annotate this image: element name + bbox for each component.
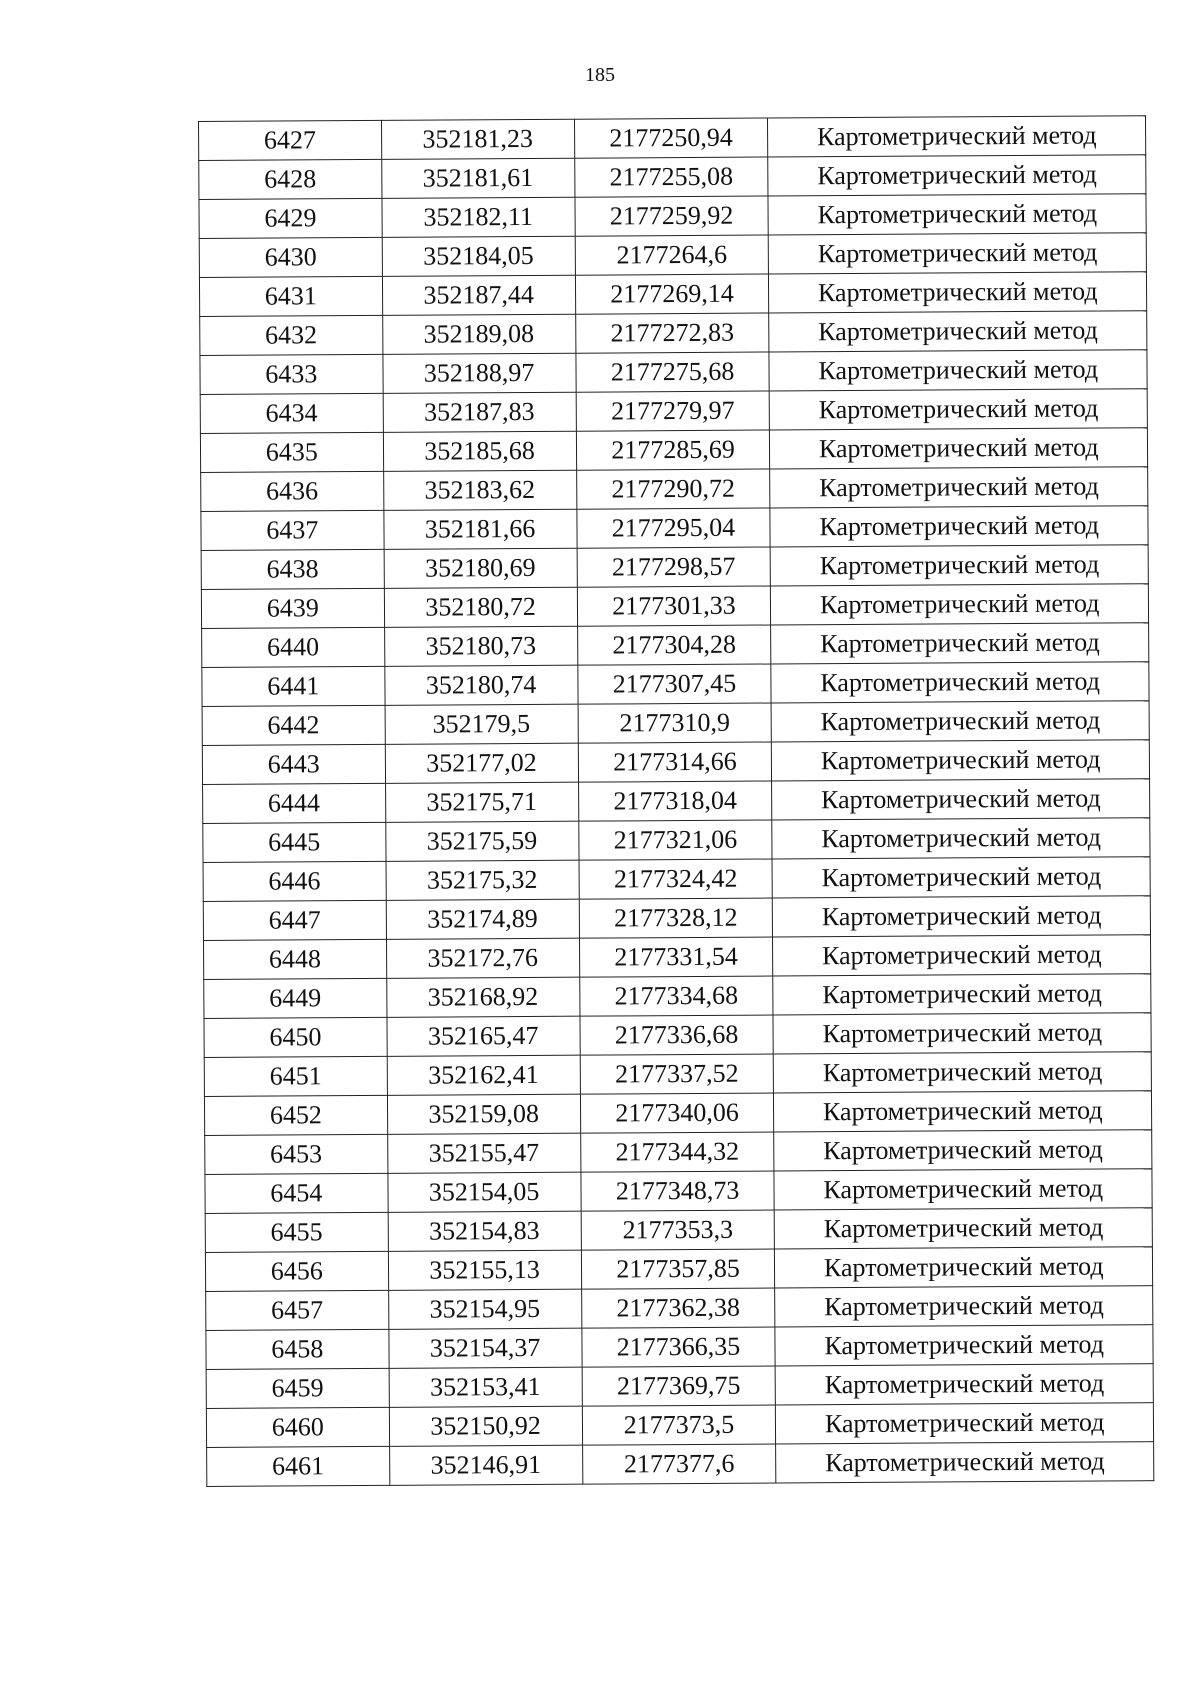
table-row — [201, 584, 1148, 629]
method-cell: Картометрический метод — [770, 467, 1148, 508]
y-coordinate-cell: 2177321,06 — [578, 820, 772, 860]
method-cell: Картометрический метод — [775, 1247, 1153, 1288]
y-coordinate-cell: 2177357,85 — [581, 1249, 775, 1289]
y-coordinate-cell: 2177279,97 — [576, 391, 770, 431]
x-coordinate-cell: 352184,05 — [382, 236, 575, 276]
point-number-cell: 6451 — [204, 1056, 387, 1096]
x-coordinate-cell: 352181,66 — [384, 509, 577, 549]
method-cell: Картометрический метод — [775, 1208, 1153, 1249]
method-cell: Картометрический метод — [775, 1325, 1153, 1366]
x-coordinate-cell: 352165,47 — [387, 1016, 580, 1056]
x-coordinate-cell: 352189,08 — [382, 314, 575, 354]
point-number-cell: 6439 — [201, 588, 384, 628]
y-coordinate-cell: 2177369,75 — [582, 1366, 776, 1406]
point-number-cell: 6454 — [205, 1173, 388, 1213]
y-coordinate-cell: 2177353,3 — [581, 1210, 775, 1250]
y-coordinate-cell: 2177269,14 — [575, 274, 769, 314]
point-number-cell: 6437 — [201, 510, 384, 550]
coordinates-table-body — [199, 116, 1154, 1487]
y-coordinate-cell: 2177285,69 — [576, 430, 770, 470]
table-row — [206, 1325, 1153, 1370]
table-row — [199, 155, 1146, 200]
y-coordinate-cell: 2177290,72 — [576, 469, 770, 509]
method-cell: Картометрический метод — [768, 155, 1146, 196]
y-coordinate-cell: 2177275,68 — [575, 352, 769, 392]
y-coordinate-cell: 2177373,5 — [582, 1405, 776, 1445]
point-number-cell: 6443 — [202, 744, 385, 784]
page-number: 185 — [585, 64, 615, 86]
y-coordinate-cell: 2177264,6 — [575, 235, 769, 275]
x-coordinate-cell: 352153,41 — [389, 1367, 582, 1407]
table-row — [204, 974, 1151, 1019]
table-row — [199, 272, 1146, 317]
x-coordinate-cell: 352155,13 — [388, 1250, 581, 1290]
point-number-cell: 6429 — [199, 198, 382, 238]
point-number-cell: 6432 — [200, 315, 383, 355]
method-cell: Картометрический метод — [776, 1403, 1154, 1444]
y-coordinate-cell: 2177344,32 — [580, 1132, 774, 1172]
point-number-cell: 6445 — [203, 822, 386, 862]
point-number-cell: 6460 — [206, 1407, 389, 1447]
point-number-cell: 6458 — [206, 1329, 389, 1369]
point-number-cell: 6431 — [199, 276, 382, 316]
x-coordinate-cell: 352159,08 — [387, 1094, 580, 1134]
table-row — [203, 818, 1150, 863]
point-number-cell: 6433 — [200, 354, 383, 394]
y-coordinate-cell: 2177314,66 — [578, 742, 772, 782]
x-coordinate-cell: 352188,97 — [383, 353, 576, 393]
table-row — [204, 1013, 1151, 1058]
x-coordinate-cell: 352185,68 — [383, 431, 576, 471]
point-number-cell: 6456 — [205, 1251, 388, 1291]
table-row — [202, 740, 1149, 785]
x-coordinate-cell: 352179,5 — [385, 704, 578, 744]
x-coordinate-cell: 352154,95 — [388, 1289, 581, 1329]
y-coordinate-cell: 2177301,33 — [577, 586, 771, 626]
y-coordinate-cell: 2177298,57 — [577, 547, 771, 587]
point-number-cell: 6428 — [199, 159, 382, 199]
x-coordinate-cell: 352187,44 — [382, 275, 575, 315]
method-cell: Картометрический метод — [771, 662, 1149, 703]
method-cell: Картометрический метод — [771, 545, 1149, 586]
method-cell: Картометрический метод — [774, 1130, 1152, 1171]
method-cell: Картометрический метод — [774, 1169, 1152, 1210]
point-number-cell: 6446 — [203, 861, 386, 901]
point-number-cell: 6444 — [203, 783, 386, 823]
point-number-cell: 6436 — [201, 471, 384, 511]
method-cell: Картометрический метод — [769, 272, 1147, 313]
table-row — [202, 662, 1149, 707]
table-row — [200, 389, 1147, 434]
x-coordinate-cell: 352183,62 — [383, 470, 576, 510]
x-coordinate-cell: 352175,32 — [386, 860, 579, 900]
x-coordinate-cell: 352182,11 — [382, 197, 575, 237]
method-cell: Картометрический метод — [772, 740, 1150, 781]
method-cell: Картометрический метод — [775, 1286, 1153, 1327]
table-row — [201, 506, 1148, 551]
x-coordinate-cell: 352175,71 — [385, 782, 578, 822]
y-coordinate-cell: 2177366,35 — [581, 1327, 775, 1367]
table-row — [205, 1208, 1152, 1253]
method-cell: Картометрический метод — [774, 1052, 1152, 1093]
method-cell: Картометрический метод — [772, 779, 1150, 820]
x-coordinate-cell: 352180,73 — [384, 626, 577, 666]
x-coordinate-cell: 352180,74 — [384, 665, 577, 705]
y-coordinate-cell: 2177340,06 — [580, 1093, 774, 1133]
table-row — [205, 1130, 1152, 1175]
point-number-cell: 6441 — [202, 666, 385, 706]
point-number-cell: 6427 — [199, 120, 382, 160]
y-coordinate-cell: 2177337,52 — [580, 1054, 774, 1094]
method-cell: Картометрический метод — [768, 116, 1146, 157]
method-cell: Картометрический метод — [769, 311, 1147, 352]
table-row — [199, 116, 1146, 161]
method-cell: Картометрический метод — [776, 1442, 1154, 1483]
y-coordinate-cell: 2177295,04 — [576, 508, 770, 548]
method-cell: Картометрический метод — [774, 1091, 1152, 1132]
y-coordinate-cell: 2177307,45 — [577, 664, 771, 704]
x-coordinate-cell: 352177,02 — [385, 743, 578, 783]
y-coordinate-cell: 2177259,92 — [575, 196, 769, 236]
x-coordinate-cell: 352181,61 — [381, 158, 574, 198]
method-cell: Картометрический метод — [770, 506, 1148, 547]
table-row — [202, 623, 1149, 668]
table-row — [201, 467, 1148, 512]
point-number-cell: 6457 — [206, 1290, 389, 1330]
table-row — [199, 194, 1146, 239]
method-cell: Картометрический метод — [769, 350, 1147, 391]
y-coordinate-cell: 2177331,54 — [579, 937, 773, 977]
x-coordinate-cell: 352181,23 — [381, 119, 574, 159]
y-coordinate-cell: 2177328,12 — [579, 898, 773, 938]
table-row — [200, 428, 1147, 473]
point-number-cell: 6434 — [200, 393, 383, 433]
y-coordinate-cell: 2177250,94 — [574, 118, 768, 158]
method-cell: Картометрический метод — [771, 584, 1149, 625]
table-row — [202, 701, 1149, 746]
table-row — [205, 1169, 1152, 1214]
table-row — [206, 1364, 1153, 1409]
point-number-cell: 6438 — [201, 549, 384, 589]
method-cell: Картометрический метод — [769, 233, 1147, 274]
x-coordinate-cell: 352146,91 — [389, 1445, 582, 1485]
table-row — [204, 935, 1151, 980]
coordinates-table — [198, 115, 1154, 1487]
y-coordinate-cell: 2177318,04 — [578, 781, 772, 821]
y-coordinate-cell: 2177324,42 — [579, 859, 773, 899]
point-number-cell: 6440 — [202, 627, 385, 667]
table-row — [200, 350, 1147, 395]
table-row — [201, 545, 1148, 590]
method-cell: Картометрический метод — [768, 194, 1146, 235]
method-cell: Картометрический метод — [771, 623, 1149, 664]
method-cell: Картометрический метод — [773, 935, 1151, 976]
table-row — [206, 1286, 1153, 1331]
point-number-cell: 6459 — [206, 1368, 389, 1408]
point-number-cell: 6448 — [204, 939, 387, 979]
point-number-cell: 6461 — [207, 1446, 390, 1486]
table-row — [207, 1442, 1154, 1487]
method-cell: Картометрический метод — [770, 389, 1148, 430]
x-coordinate-cell: 352155,47 — [387, 1133, 580, 1173]
method-cell: Картометрический метод — [773, 974, 1151, 1015]
table-row — [206, 1403, 1153, 1448]
table-row — [204, 1052, 1151, 1097]
x-coordinate-cell: 352180,72 — [384, 587, 577, 627]
method-cell: Картометрический метод — [776, 1364, 1154, 1405]
x-coordinate-cell: 352162,41 — [387, 1055, 580, 1095]
point-number-cell: 6452 — [204, 1095, 387, 1135]
method-cell: Картометрический метод — [770, 428, 1148, 469]
point-number-cell: 6447 — [203, 900, 386, 940]
method-cell: Картометрический метод — [773, 1013, 1151, 1054]
y-coordinate-cell: 2177377,6 — [582, 1444, 776, 1484]
y-coordinate-cell: 2177348,73 — [580, 1171, 774, 1211]
x-coordinate-cell: 352174,89 — [386, 899, 579, 939]
y-coordinate-cell: 2177336,68 — [580, 1015, 774, 1055]
point-number-cell: 6430 — [199, 237, 382, 277]
table-row — [203, 896, 1150, 941]
point-number-cell: 6450 — [204, 1017, 387, 1057]
method-cell: Картометрический метод — [772, 818, 1150, 859]
table-row — [203, 857, 1150, 902]
y-coordinate-cell: 2177362,38 — [581, 1288, 775, 1328]
x-coordinate-cell: 352175,59 — [385, 821, 578, 861]
point-number-cell: 6442 — [202, 705, 385, 745]
method-cell: Картометрический метод — [773, 896, 1151, 937]
method-cell: Картометрический метод — [772, 701, 1150, 742]
point-number-cell: 6435 — [200, 432, 383, 472]
x-coordinate-cell: 352154,05 — [388, 1172, 581, 1212]
y-coordinate-cell: 2177304,28 — [577, 625, 771, 665]
y-coordinate-cell: 2177334,68 — [579, 976, 773, 1016]
table-row — [204, 1091, 1151, 1136]
y-coordinate-cell: 2177255,08 — [574, 157, 768, 197]
x-coordinate-cell: 352168,92 — [386, 977, 579, 1017]
table-row — [203, 779, 1150, 824]
point-number-cell: 6449 — [204, 978, 387, 1018]
x-coordinate-cell: 352154,37 — [389, 1328, 582, 1368]
y-coordinate-cell: 2177310,9 — [578, 703, 772, 743]
point-number-cell: 6453 — [205, 1134, 388, 1174]
x-coordinate-cell: 352172,76 — [386, 938, 579, 978]
x-coordinate-cell: 352180,69 — [384, 548, 577, 588]
y-coordinate-cell: 2177272,83 — [575, 313, 769, 353]
x-coordinate-cell: 352187,83 — [383, 392, 576, 432]
table-row — [199, 233, 1146, 278]
x-coordinate-cell: 352150,92 — [389, 1406, 582, 1446]
table-row — [205, 1247, 1152, 1292]
table-row — [200, 311, 1147, 356]
method-cell: Картометрический метод — [772, 857, 1150, 898]
point-number-cell: 6455 — [205, 1212, 388, 1252]
x-coordinate-cell: 352154,83 — [388, 1211, 581, 1251]
